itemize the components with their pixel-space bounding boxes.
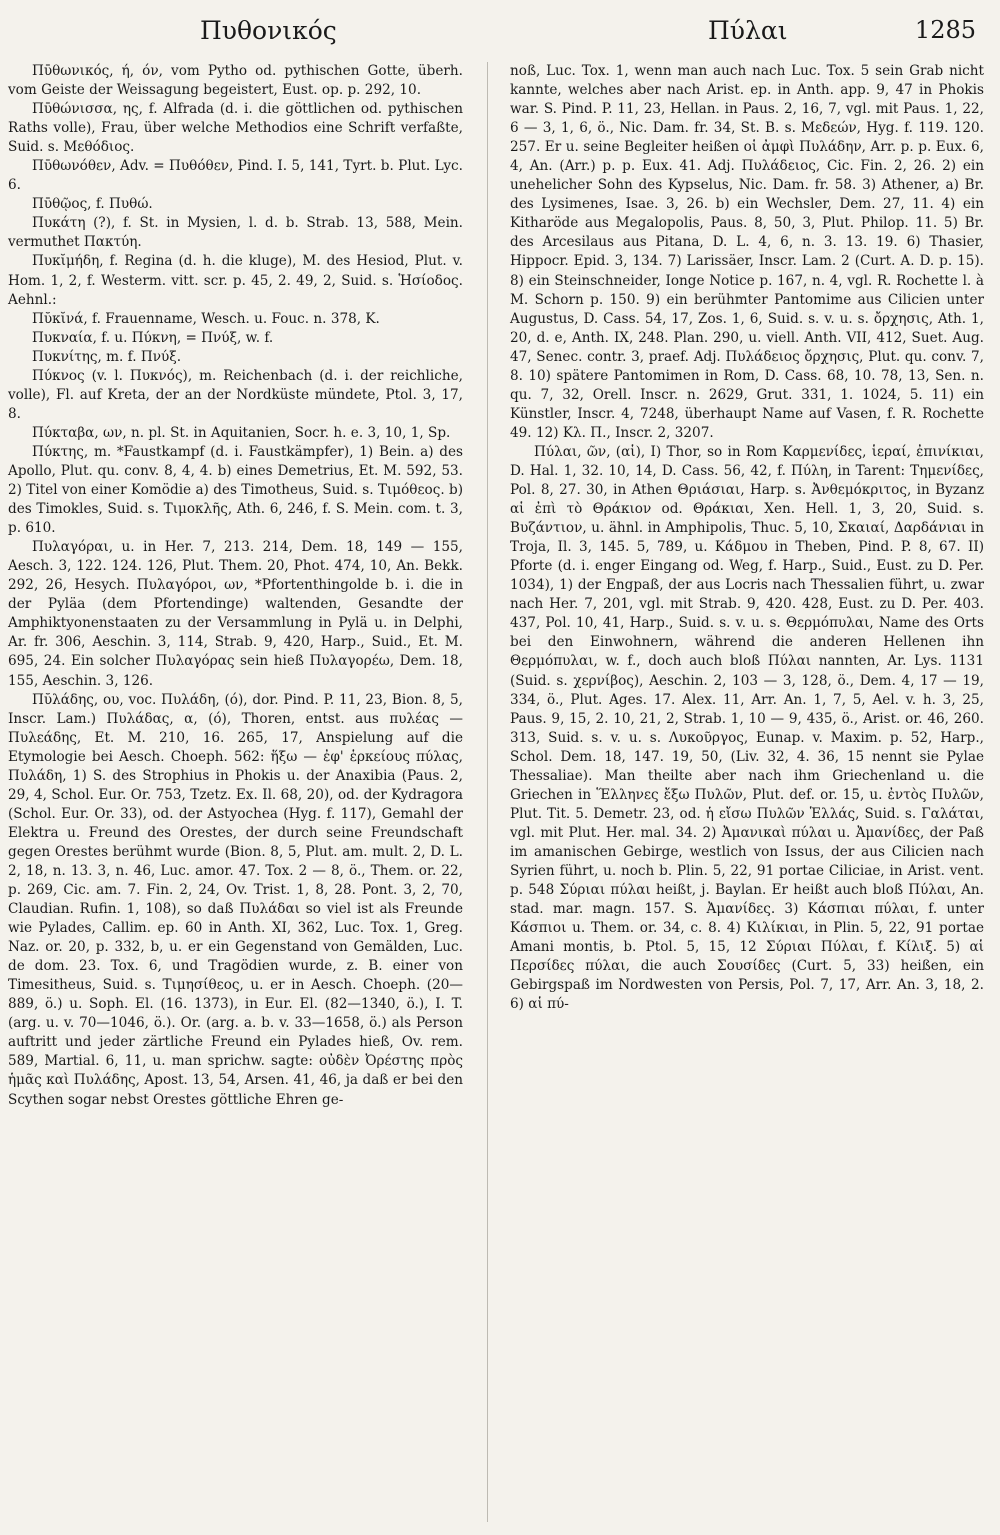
- entry-continuation: noß, Luc. Tox. 1, wenn man auch nach Luc. Tox. 5 sein Grab nicht kannte, welches aber nach Arist. ep. in Anth. app. 9, 47 in Phokis war. S. Pind. P. 11, 23, Hellan. in Paus. 2, 16, 7, vgl. mit Paus. 1, 22, 6 — 3, 1, 6, ö., Nic. Dam. fr. 34, St. B. s. Μεδεών, Hyg. f. 119. 120. 257. Er u. seine Begleiter heißen οἱ ἀμφὶ Πυλάδην, Arr. p. p. Eux. 6, 4, An. (Arr.) p. p. Eux. 41. Adj. Πυλάδειος, Cic. Fin. 2, 26. 2) ein unehelicher Sohn des Kypselus, Nic. Dam. fr. 58. 3) Athener, a) Br. des Lysimenes, Isae. 3, 26. b) ein Wechsler, Dem. 27, 11. 4) ein Kitharöde aus Megalopolis, Paus. 8, 50, 3, Plut. Philop. 11. 5) Br. des Arcesilaus aus Pitana, D. L. 4, 6, n. 3. 13. 19. 6) Thasier, Hippocr. Epid. 3, 134. 7) Larissäer, Inscr. Lam. 2 (Curt. A. D. p. 15). 8) ein Steinschneider, Ionge Notice p. 167, n. 4, vgl. R. Rochette l. à M. Schorn p. 150. 9) ein berühmter Pantomime aus Cilicien unter Augustus, D. Cass. 54, 17, Zos. 1, 6, Suid. s. v. u. s. ὄρχησις, Ath. 1, 20, d. e, Anth. IX, 248. Plan. 290, u. viell. Anth. VII, 412, Suet. Aug. 47, Senec. contr. 3, praef. Adj. Πυλάδειος ὄρχησις, Plut. qu. conv. 7, 8. 10) spätere Pantomimen in Rom, D. Cass. 68, 10. 78, 13, Sen. n. qu. 7, 32, Orell. Inscr. n. 2629, Grut. 331, 1. 1024, 5. 11) ein Künstler, Inscr. 4, 7248, überhaupt Name auf Vasen, f. R. Rochette 49. 12) Κλ. Π., Inscr. 2, 3207.: [510, 63, 984, 441]
- page-number: 1285: [914, 16, 976, 44]
- entry: Πῠκῐνά, f. Frauenname, Wesch. u. Fouc. n. 378, K.: [32, 310, 380, 327]
- right-running-headword: Πύλαι: [708, 16, 788, 45]
- entry: Πύκταβα, ων, n. pl. St. in Aquitanien, Socr. h. e. 3, 10, 1, Sp.: [32, 424, 451, 441]
- entry: Πῡθωνόθεν, Adv. = Πυθόθεν, Pind. I. 5, 141, Tyrt. b. Plut. Lyc. 6.: [8, 158, 463, 194]
- left-running-headword: Πυθονικός: [200, 16, 337, 45]
- entry: Πυκναία, f. u. Πύκνη, = Πνύξ, w. f.: [32, 329, 274, 346]
- left-column: [8, 62, 463, 1110]
- entry: Πῡθώνισσα, ης, f. Alfrada (d. i. die göttlichen od. pythischen Raths volle), Frau, über welche Methodios eine Schrift verfaßte, Suid. s. Μεθόδιος.: [8, 101, 463, 156]
- entry: Πύκτης, m. *Faustkampf (d. i. Faustkämpfer), 1) Bein. a) des Apollo, Plut. qu. conv. 8, 4, 4. b) eines Demetrius, Et. M. 592, 53. 2) Titel von einer Komödie a) des Timotheus, Suid. s. Τιμόθεος. b) des Timokles, Suid. s. Τιμοκλῆς, Ath. 6, 246, f. S. Mein. com. t. 3, p. 610.: [8, 443, 463, 537]
- entry: Πυκάτη (?), f. St. in Mysien, l. d. b. Strab. 13, 588, Mein. vermuthet Πακτύη.: [8, 215, 463, 251]
- right-column: [510, 62, 984, 1014]
- entry: Πῠλάδης, ου, voc. Πυλάδη, (ό), dor. Pind. P. 11, 23, Bion. 8, 5, Inscr. Lam.) Πυλάδας, α, (ό), Thoren, entst. aus πυλέας — Πυλεάδης, Et. M. 210, 16. 265, 17, Anspielung auf die Etymologie bei Aesch. Choeph. 562: ἥξω — ἐφ' ἑρκείους πύλας, Πυλάδη, 1) S. des Strophius in Phokis u. der Anaxibia (Paus. 2, 29, 4, Schol. Eur. Or. 753, Tzetz. Ex. Il. 68, 20), od. der Kydragora (Schol. Eur. Or. 33), od. der Astyochea (Hyg. f. 117), Gemahl der Elektra u. Freund des Orestes, der durch seine Freundschaft gegen Orestes berühmt wurde (Bion. 8, 5, Plut. am. mult. 2, D. L. 2, 18, n. 13. 3, n. 46, Luc. amor. 47. Tox. 2 — 8, ö., Them. or. 22, p. 269, Cic. am. 7. Fin. 2, 24, Ov. Trist. 1, 8, 28. Pont. 3, 2, 70, Claudian. Rufin. 1, 108), so daß Πυλάδαι so viel ist als Freunde wie Pylades, Callim. ep. 60 in Anth. XI, 362, Luc. Tox. 1, Greg. Naz. or. 20, p. 332, b, u. er ein Gegenstand von Gemälden, Luc. de dom. 23. Tox. 6, und Tragödien wurde, z. B. einer von Timesitheus, Suid. s. Τιμησίθεος, u. er in Aesch. Choeph. (20—889, ö.) u. Soph. El. (16. 1373), in Eur. El. (82—1340, ö.), I. T. (arg. u. v. 70—1046, ö.). Or. (arg. a. b. v. 33—1658, ö.) als Person auftritt und jeder zärtliche Freund ein Pylades hieß, Ov. rem. 589, Martial. 6, 11, u. man sprichw. sagte: οὐδὲν Ὀρέστης πρὸς ἡμᾶς καὶ Πυλάδης, Apost. 13, 54, Arsen. 41, 46, ja daß er bei den Scythen sogar nebst Orestes göttliche Ehren ge-: [8, 691, 463, 1108]
- entry: Πύλαι, ῶν, (αἱ), I) Thor, so in Rom Καρμενίδες, ἱεραί, ἐπινίκιαι, D. Hal. 1, 32. 10, 14, D. Cass. 56, 42, f. Πύλη, in Tarent: Τημενίδες, Pol. 8, 27. 30, in Athen Θριάσιαι, Harp. s. Ἀνθεμόκριτος, in Byzanz αἱ ἐπὶ τὸ Θράκιον od. Θράκιαι, Xen. Hell. 1, 3, 20, Suid. s. Βυζάντιον, u. ähnl. in Amphipolis, Thuc. 5, 10, Σκαιαί, Δαρδάνιαι in Troja, Il. 3, 145. 5, 789, u. Κάδμου in Theben, Pind. P. 8, 67. II) Pforte (d. i. enger Eingang od. Weg, f. Harp., Suid., Eust. zu D. Per. 1034), 1) der Engpaß, der aus Locris nach Thessalien führt, u. zwar nach Her. 7, 201, vgl. mit Strab. 9, 420. 428, Eust. zu D. Per. 403. 437, Pol. 10, 41, Harp., Suid. s. v. u. s. Θερμόπυλαι, Name des Orts bei den Einwohnern, während die anderen Hellenen ihn Θερμόπυλαι, w. f., doch auch bloß Πύλαι nannten, Ar. Lys. 1131 (Suid. s. χερνίβος), Aeschin. 2, 103 — 3, 128, ö., Dem. 4, 17 — 19, 334, ö., Plut. Ages. 17. Alex. 11, Arr. An. 1, 7, 5, Ael. v. h. 3, 25, Paus. 9, 15, 2. 10, 21, 2, Strab. 1, 10 — 9, 435, ö., Arist. or. 46, 260. 313, Suid. s. v. u. s. Λυκοῦργος, Eunap. v. Maxim. p. 52, Harp., Schol. Dem. 18, 147. 19, 50, (Liv. 32, 4. 36, 15 nennt sie Pylae Thessaliae). Man theilte aber nach ihm Griechenland u. die Griechen in Ἕλληνες ἔξω Πυλῶν, Plut. def. or. 15, u. ἐντὸς Πυλῶν, Plut. Tit. 5. Demetr. 23, od. ἡ εἴσω Πυλῶν Ἑλλάς, Suid. s. Γαλάται, vgl. mit Plut. Her. mal. 34. 2) Ἀμανικαὶ πύλαι u. Ἀμανίδες, der Paß im amanischen Gebirge, westlich von Issus, der aus Cilicien nach Syrien führt, u. noch b. Plin. 5, 22, 91 portae Ciliciae, in Arist. vent. p. 548 Σύριαι πύλαι heißt, j. Baylan. Er heißt auch bloß Πύλαι, An. stad. mar. magn. 157. S. Ἀμανίδες. 3) Κάσπιαι πύλαι, f. unter Κάσπιοι u. Them. or. 34, c. 8. 4) Κιλίκιαι, in Plin. 5, 22, 91 portae Amani montis, b. Ptol. 5, 15, 12 Σύριαι Πύλαι, f. Κίλιξ. 5) αἱ Περσίδες πύλαι, die auch Σουσίδες (Curt. 5, 33) heißen, ein Gebirgspaß im Nordwesten von Persis, Pol. 7, 17, Arr. An. 3, 18, 2. 6) αἱ πύ-: [510, 443, 984, 1013]
- entry: Πυλαγόραι, u. in Her. 7, 213. 214, Dem. 18, 149 — 155, Aesch. 3, 122. 124. 126, Plut. Them. 20, Phot. 474, 10, An. Bekk. 292, 26, Hesych. Πυλαγόροι, ων, *Pfortenthingolde b. i. die in der Pyläa (dem Pfortendinge) waltenden, Gesandte der Amphiktyonenstaaten zu der Versammlung in Pylä u. in Delphi, Ar. fr. 306, Aeschin. 3, 114, Strab. 9, 420, Harp., Suid., Et. M. 695, 24. Ein solcher Πυλαγόρας sein hieß Πυλαγορέω, Dem. 18, 155, Aeschin. 3, 126.: [8, 539, 463, 689]
- entry: Πυκῐμήδη, f. Regina (d. h. die kluge), M. des Hesiod, Plut. v. Hom. 1, 2, f. Westerm. vitt. scr. p. 45, 2. 49, 2, Suid. s. Ἡσίοδος. Aehnl.:: [8, 253, 463, 308]
- entry: Πύκνος (v. l. Πυκνός), m. Reichenbach (d. i. der reichliche, volle), Fl. auf Kreta, der an der Nordküste mündete, Ptol. 3, 17, 8.: [8, 367, 463, 422]
- column-divider: [487, 62, 488, 1522]
- entry: Πῡθῷος, f. Πυθώ.: [32, 196, 153, 213]
- entry: Πῡθωνικός, ή, όν, vom Pytho od. pythischen Gotte, überh. vom Geiste der Weissagung begeistert, Eust. op. p. 292, 10.: [8, 63, 463, 99]
- entry: Πυκνίτης, m. f. Πνύξ.: [32, 348, 182, 365]
- page-header: [0, 16, 1000, 56]
